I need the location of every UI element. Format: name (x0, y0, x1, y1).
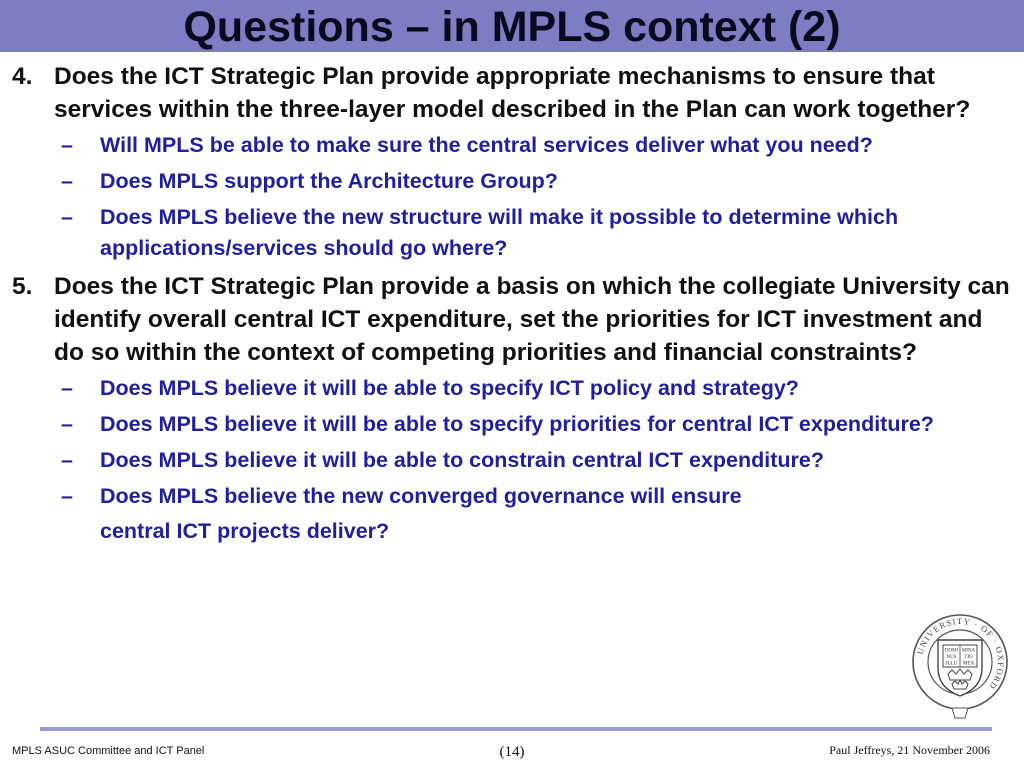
sub-question (12, 130, 1016, 161)
question-text: Does the ICT Strategic Plan provide a basis on which the collegiate University can identify overall central ICT expenditure, set the priorities for ICT investment and do so within the context of competing priorities and financial constraints? (54, 273, 1010, 366)
university-seal-logo (910, 612, 1010, 722)
seal-book-word: ILLU (945, 661, 958, 667)
sub-question (12, 481, 1016, 547)
sub-question (12, 409, 1016, 440)
sub-question-text: Does MPLS believe it will be able to specify priorities for central ICT expenditure? (100, 412, 934, 436)
dash-bullet: – (61, 412, 73, 436)
seal-book-word: TIO (964, 655, 973, 660)
sub-question-list (12, 130, 1016, 264)
slide-title: Questions – in MPLS context (2) (183, 3, 841, 51)
dash-bullet: – (61, 205, 73, 229)
question-number: 5. (12, 273, 33, 300)
footer-divider (40, 727, 992, 731)
dash-bullet: – (61, 448, 73, 472)
sub-question-list (12, 373, 1016, 547)
footer-author-date: Paul Jeffreys, 21 November 2006 (829, 743, 990, 757)
seal-ring-text: UNIVERSITY · OF · OXFORD (914, 615, 1007, 693)
slide-content (12, 60, 1016, 553)
seal-crown-icon (952, 680, 968, 689)
seal-book-word: NUS (946, 655, 957, 660)
sub-question (12, 202, 1016, 264)
seal-book-word: DOMI (944, 648, 959, 654)
question-number: 4. (12, 63, 33, 90)
dash-bullet: – (61, 169, 73, 193)
sub-question-text: Does MPLS support the Architecture Group? (100, 169, 558, 193)
dash-bullet: – (61, 484, 73, 508)
seal-book-word: MINA (961, 648, 976, 654)
seal-shield (938, 640, 982, 696)
page-number: (14) (499, 744, 525, 760)
sub-question-text: Does MPLS believe it will be able to specify ICT policy and strategy? (100, 376, 799, 400)
sub-question (12, 445, 1016, 476)
sub-question (12, 373, 1016, 404)
seal-book-word: MEA (962, 661, 975, 667)
seal-crown-icon (948, 669, 972, 680)
seal-bottom-tab (952, 708, 968, 718)
footer-committee: MPLS ASUC Committee and ICT Panel (12, 745, 205, 757)
sub-question-text: Does MPLS believe it will be able to constrain central ICT expenditure? (100, 448, 824, 472)
sub-question-text: Will MPLS be able to make sure the central services deliver what you need? (100, 133, 873, 157)
question-text: Does the ICT Strategic Plan provide appropriate mechanisms to ensure that services within the three-layer model described in the Plan can work together? (54, 63, 971, 123)
question-item (12, 270, 1016, 369)
dash-bullet: – (61, 376, 73, 400)
sub-question (12, 166, 1016, 197)
sub-question-text: Does MPLS believe the new converged governance will ensure (100, 484, 742, 508)
dash-bullet: – (61, 133, 73, 157)
sub-question-text: Does MPLS believe the new structure will make it possible to determine which applications/services should go where? (100, 205, 899, 260)
sub-question-continuation: central ICT projects deliver? (100, 519, 390, 543)
question-item (12, 60, 1016, 126)
